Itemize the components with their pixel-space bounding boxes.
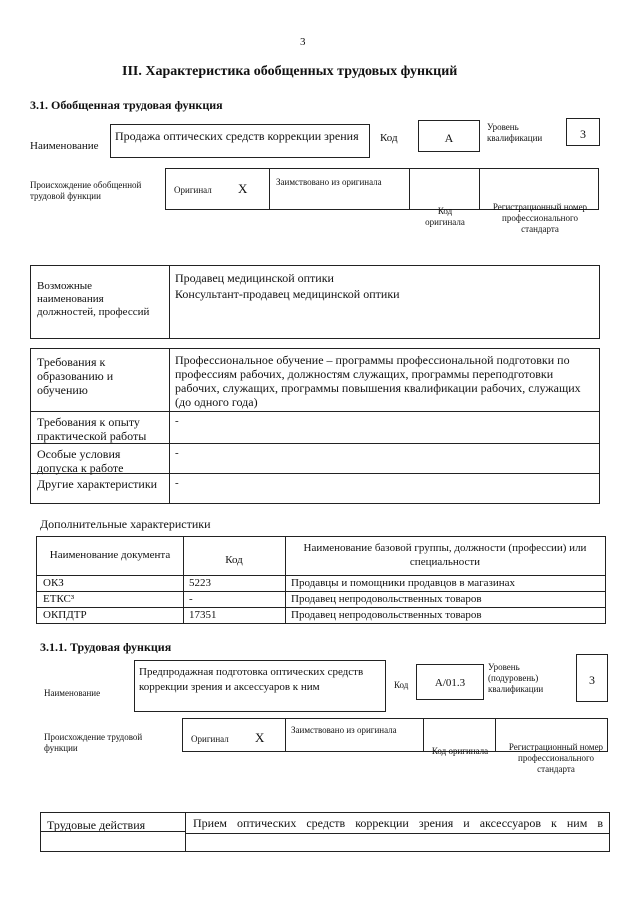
admission-label: Особые условия допуска к работе xyxy=(37,447,124,475)
gtf-title: 3.1. Обобщенная трудовая функция xyxy=(30,98,223,112)
gtf-code-original-label: Код оригинала xyxy=(425,206,465,227)
gtf-level-box xyxy=(566,118,600,146)
additional-row-doc: ЕТКС³ xyxy=(43,593,75,605)
tf-name-box xyxy=(134,660,386,712)
gtf-borrowed-label: Заимствовано из оригинала xyxy=(276,177,382,187)
actions-label: Трудовые действия xyxy=(47,818,146,832)
positions-box xyxy=(30,265,600,339)
tf-borrowed-label: Заимствовано из оригинала xyxy=(291,725,397,735)
tf-title: 3.1.1. Трудовая функция xyxy=(40,640,172,654)
gtf-level-label: Уровень квалификации xyxy=(487,122,543,143)
tf-level-box xyxy=(576,654,608,702)
additional-row-code: - xyxy=(189,593,193,605)
actions-table xyxy=(40,812,610,852)
positions-label: Возможные наименования должностей, профессий xyxy=(37,280,150,318)
experience-label: Требования к опыту практической работы xyxy=(37,415,147,443)
gtf-code-label: Код xyxy=(380,132,398,144)
tf-level-label: Уровень (подуровень) квалификации xyxy=(488,662,544,694)
additional-row-code: 17351 xyxy=(189,609,217,621)
education-value: Профессиональное обучение – программы профессиональной подготовки по профессиям рабочих, должностям служащих, программы переподготовки рабочих, служащих, программы повышения квалификации рабочих, служащих (до одного года) xyxy=(175,353,581,409)
additional-title: Дополнительные характеристики xyxy=(40,517,211,531)
tf-original-label: Оригинал xyxy=(191,734,229,744)
additional-row-name: Продавец непродовольственных товаров xyxy=(291,593,482,605)
tf-origin-label: Происхождение трудовой функции xyxy=(44,732,143,753)
positions-value-2: Консультант-продавец медицинской оптики xyxy=(175,287,400,301)
section-title: III. Характеристика обобщенных трудовых функций xyxy=(122,64,458,79)
additional-row-name: Продавец непродовольственных товаров xyxy=(291,609,482,621)
tf-reg-number-label: Регистрационный номер профессионального стандарта xyxy=(508,742,604,774)
tf-name-label: Наименование xyxy=(44,688,101,698)
tf-code-label: Код xyxy=(394,680,409,690)
tf-name-value: Предпродажная подготовка оптических средств коррекции зрения и аксессуаров к ним xyxy=(139,666,364,693)
additional-header-doc: Наименование документа xyxy=(49,549,171,561)
additional-row-doc: ОКЗ xyxy=(43,577,64,589)
admission-value: - xyxy=(175,447,179,459)
gtf-reg-number-label: Регистрационный номер профессионального стандарта xyxy=(492,202,588,234)
gtf-name-box xyxy=(110,124,370,158)
gtf-code-box xyxy=(418,120,480,152)
actions-value: Прием оптических средств коррекции зрения и аксессуаров к ним в xyxy=(193,816,603,830)
additional-row-name: Продавцы и помощники продавцов в магазинах xyxy=(291,577,516,589)
page-number: 3 xyxy=(300,36,306,48)
additional-row-doc: ОКПДТР xyxy=(43,609,87,621)
additional-header-name: Наименование базовой группы, должности (профессии) или специальности xyxy=(303,542,587,568)
other-value: - xyxy=(175,477,179,489)
tf-code-original-label: Код оригинала xyxy=(431,746,489,756)
other-label: Другие характеристики xyxy=(37,477,158,491)
gtf-code-value: A xyxy=(444,131,454,145)
additional-header-code: Код xyxy=(225,554,243,566)
gtf-name-value: Продажа оптических средств коррекции зрения xyxy=(115,129,359,143)
gtf-origin-label: Происхождение обобщенной трудовой функции xyxy=(30,180,142,201)
additional-table xyxy=(36,536,606,624)
positions-value-1: Продавец медицинской оптики xyxy=(175,271,334,285)
gtf-level-value: 3 xyxy=(580,127,586,141)
tf-level-value: 3 xyxy=(589,673,595,687)
tf-original-mark: X xyxy=(255,730,265,745)
requirements-table xyxy=(30,348,600,504)
gtf-name-label: Наименование xyxy=(30,140,99,152)
education-label: Требования к образованию и обучению xyxy=(37,355,114,397)
tf-code-box xyxy=(416,664,484,700)
gtf-original-mark: X xyxy=(238,181,248,196)
experience-value: - xyxy=(175,415,179,427)
gtf-original-label: Оригинал xyxy=(174,185,212,195)
tf-code-value: A/01.3 xyxy=(434,677,466,689)
additional-row-code: 5223 xyxy=(189,577,211,589)
